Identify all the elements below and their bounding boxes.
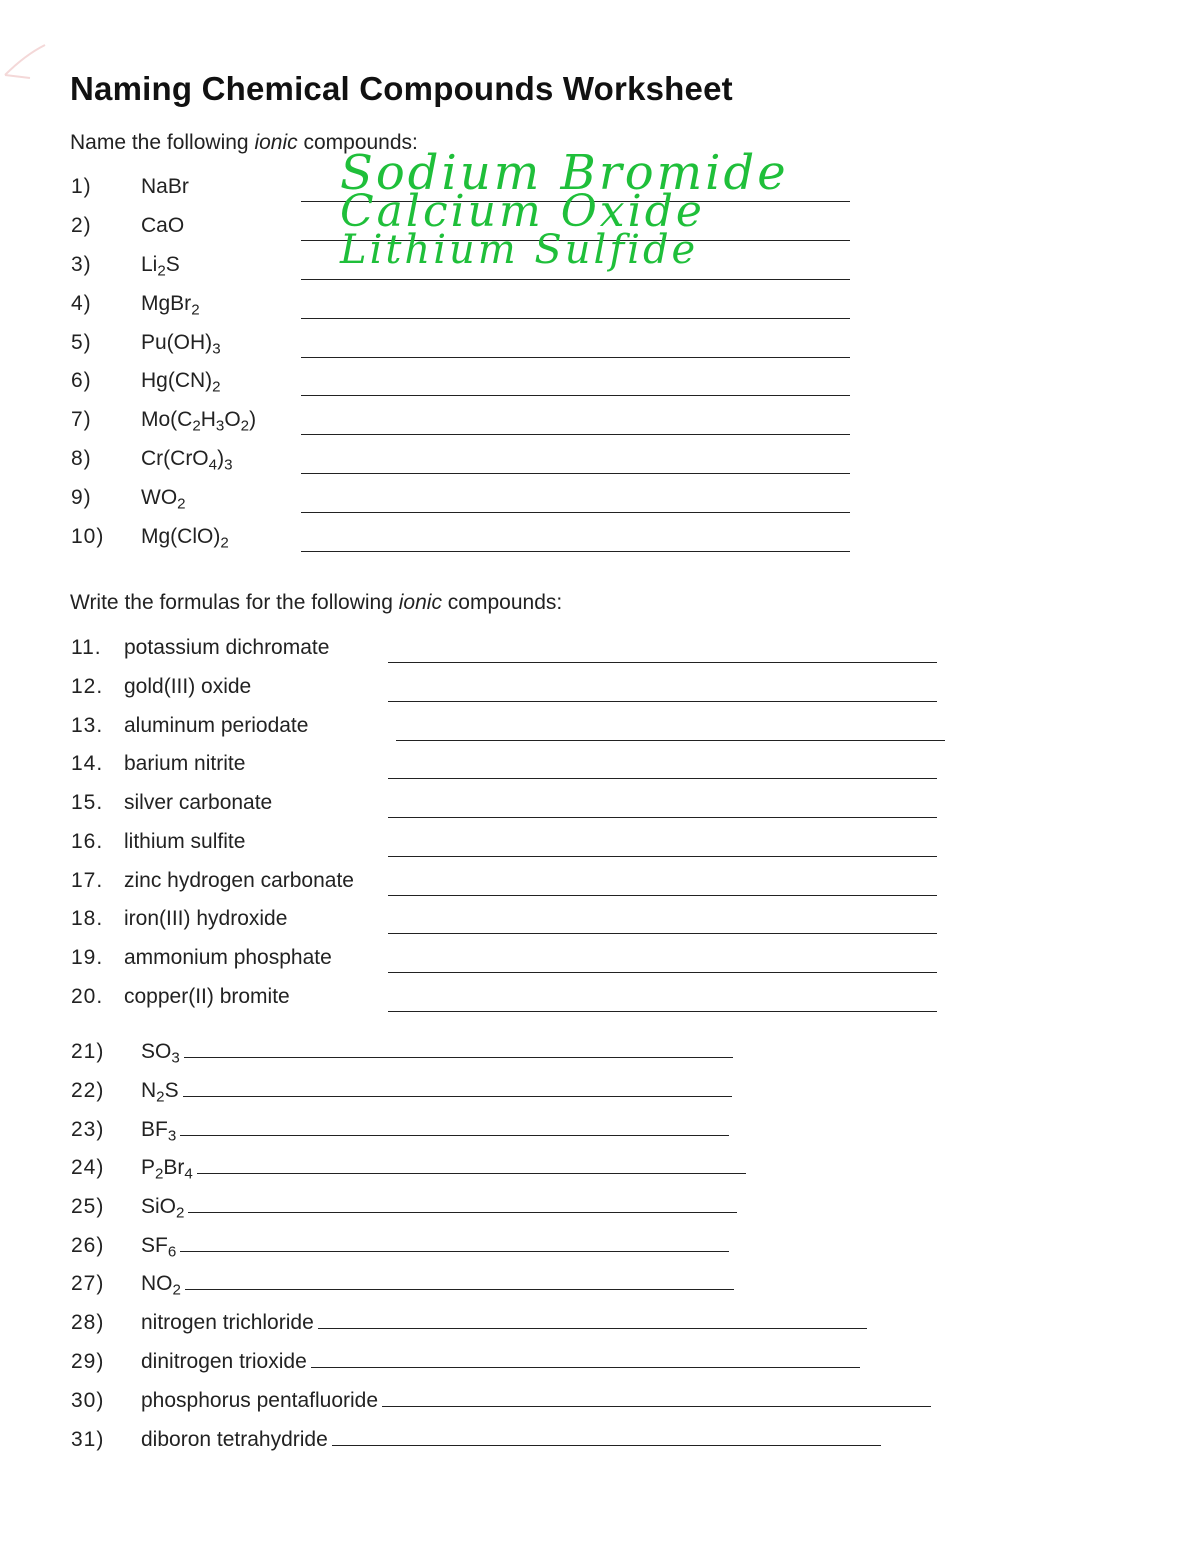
question-number: 4)	[71, 292, 92, 315]
question-number: 3)	[71, 253, 92, 276]
question-number: 13.	[71, 714, 104, 737]
compound-formula	[141, 447, 232, 474]
answer-blank[interactable]	[301, 395, 850, 396]
question-number: 18.	[71, 907, 104, 930]
question-row	[0, 486, 1200, 516]
formula-part: 4	[184, 1165, 193, 1183]
answer-blank[interactable]	[388, 701, 937, 702]
compound-formula	[141, 331, 221, 358]
formula-part: H	[200, 408, 216, 431]
handwritten-answer: Sodium Bromide	[340, 145, 789, 201]
formula-part: N	[141, 1079, 157, 1102]
formula-part: 2	[172, 1281, 181, 1299]
compound-name: lithium sulfite	[124, 830, 246, 853]
compound-name: zinc hydrogen carbonate	[124, 869, 354, 892]
question-number: 21)	[71, 1040, 105, 1063]
formula-part: SiO	[141, 1195, 177, 1218]
answer-blank[interactable]	[388, 662, 937, 663]
compound-formula	[141, 525, 229, 552]
compound-formula	[141, 369, 221, 396]
compound-label	[141, 1428, 881, 1452]
formula-part: 2	[220, 534, 229, 552]
compound-name: ammonium phosphate	[124, 946, 332, 969]
question-number: 30)	[71, 1389, 105, 1412]
compound-label	[141, 1234, 729, 1261]
formula-part: 2	[155, 1165, 164, 1183]
question-row	[0, 525, 1200, 555]
answer-blank[interactable]	[396, 740, 945, 741]
question-number: 1)	[71, 175, 92, 198]
formula-part: diboron tetrahydride	[141, 1428, 328, 1451]
formula-part: nitrogen trichloride	[141, 1311, 314, 1334]
answer-blank[interactable]	[180, 1250, 729, 1252]
question-number: 8)	[71, 447, 92, 470]
question-row	[0, 791, 1200, 821]
question-row	[0, 869, 1200, 899]
question-number: 22)	[71, 1079, 105, 1102]
formula-part: NaBr	[141, 175, 189, 198]
formula-part: CaO	[141, 214, 185, 237]
formula-part: Pu(OH)	[141, 331, 213, 354]
compound-formula	[141, 408, 256, 435]
question-number: 27)	[71, 1272, 105, 1295]
question-number: 7)	[71, 408, 92, 431]
formula-part: 4	[208, 456, 218, 474]
question-number: 29)	[71, 1350, 105, 1373]
question-row	[0, 1234, 1200, 1264]
question-number: 26)	[71, 1234, 105, 1257]
compound-name: iron(III) hydroxide	[124, 907, 288, 930]
answer-blank[interactable]	[301, 318, 850, 319]
answer-blank[interactable]	[301, 434, 850, 435]
compound-name: barium nitrite	[124, 752, 246, 775]
compound-name: gold(III) oxide	[124, 675, 252, 698]
question-number: 25)	[71, 1195, 105, 1218]
question-number: 15.	[71, 791, 104, 814]
formula-part: BF	[141, 1118, 168, 1141]
compound-label	[141, 1350, 860, 1374]
compound-name: aluminum periodate	[124, 714, 309, 737]
answer-blank[interactable]	[301, 473, 850, 474]
formula-part: MgBr	[141, 292, 192, 315]
formula-part: 6	[167, 1243, 177, 1261]
answer-blank[interactable]	[388, 895, 937, 896]
compound-label	[141, 1195, 737, 1222]
question-row	[0, 408, 1200, 438]
compound-formula	[141, 486, 186, 513]
question-number: 20.	[71, 985, 104, 1008]
formula-part: Br	[163, 1156, 185, 1179]
formula-part: P	[141, 1156, 156, 1179]
question-row	[0, 1428, 1200, 1458]
answer-blank[interactable]	[388, 1011, 937, 1012]
answer-blank[interactable]	[388, 856, 937, 857]
question-row	[0, 369, 1200, 399]
question-number: 24)	[71, 1156, 105, 1179]
question-number: 31)	[71, 1428, 105, 1451]
question-row	[0, 1118, 1200, 1148]
formula-part: 2	[157, 262, 166, 280]
formula-part: Li	[141, 253, 158, 276]
question-row	[0, 675, 1200, 705]
question-row	[0, 636, 1200, 666]
formula-part: S	[165, 253, 180, 276]
question-number: 9)	[71, 486, 92, 509]
compound-formula	[141, 175, 189, 199]
compound-formula	[141, 214, 184, 238]
question-row	[0, 1350, 1200, 1380]
answer-blank[interactable]	[184, 1056, 733, 1058]
question-number: 11.	[71, 636, 102, 659]
compound-label	[141, 1079, 732, 1106]
question-row	[0, 985, 1200, 1015]
question-row	[0, 331, 1200, 361]
question-row	[0, 1311, 1200, 1341]
answer-blank[interactable]	[388, 817, 937, 818]
question-row	[0, 946, 1200, 976]
formula-part: NO	[141, 1272, 173, 1295]
answer-blank[interactable]	[388, 933, 937, 934]
question-row	[0, 1389, 1200, 1419]
question-number: 12.	[71, 675, 104, 698]
answer-blank[interactable]	[180, 1134, 729, 1136]
formula-part: 3	[212, 340, 221, 358]
formula-part: 3	[224, 456, 233, 474]
answer-blank[interactable]	[183, 1095, 732, 1097]
answer-blank[interactable]	[185, 1288, 734, 1290]
compound-formula	[141, 292, 200, 319]
compound-label	[141, 1156, 746, 1183]
formula-part: SO	[141, 1040, 172, 1063]
answer-blank[interactable]	[301, 357, 850, 358]
formula-part: 3	[171, 1049, 180, 1067]
question-row	[0, 292, 1200, 322]
formula-part: Mo(C	[141, 408, 193, 431]
question-row	[0, 752, 1200, 782]
answer-blank[interactable]	[301, 279, 850, 280]
compound-label	[141, 1118, 729, 1145]
question-number: 28)	[71, 1311, 105, 1334]
compound-label	[141, 1040, 733, 1067]
question-row	[0, 1272, 1200, 1302]
question-number: 17.	[71, 869, 104, 892]
formula-part: 2	[177, 495, 186, 513]
corner-scan-mark	[0, 40, 60, 80]
formula-part: )	[249, 408, 257, 431]
answer-blank[interactable]	[188, 1211, 737, 1213]
answer-blank[interactable]	[318, 1327, 867, 1329]
answer-blank[interactable]	[388, 778, 937, 779]
formula-part: )	[217, 447, 225, 470]
formula-part: S	[164, 1079, 179, 1102]
formula-part: 2	[212, 378, 221, 396]
section2-instruction: Write the formulas for the following ionic compounds:	[70, 591, 563, 614]
question-number: 2)	[71, 214, 92, 237]
formula-part: dinitrogen trioxide	[141, 1350, 307, 1373]
question-number: 23)	[71, 1118, 105, 1141]
formula-part: 3	[215, 417, 225, 435]
compound-label	[141, 1272, 734, 1299]
question-row	[0, 1156, 1200, 1186]
worksheet-title: Naming Chemical Compounds Worksheet	[70, 70, 733, 107]
formula-part: 2	[176, 1204, 185, 1222]
question-row	[0, 227, 1200, 283]
question-number: 19.	[71, 946, 104, 969]
question-number: 14.	[71, 752, 104, 775]
answer-blank[interactable]	[197, 1172, 746, 1174]
question-number: 10)	[71, 525, 105, 548]
handwritten-answer: Lithium Sulfide	[340, 227, 699, 273]
formula-part: Hg(CN)	[141, 369, 213, 392]
compound-label	[141, 1389, 931, 1413]
formula-part: 3	[167, 1127, 177, 1145]
compound-formula	[141, 253, 180, 280]
formula-part: SF	[141, 1234, 168, 1257]
formula-part: WO	[141, 486, 178, 509]
formula-part: 2	[192, 417, 201, 435]
formula-part: O	[224, 408, 241, 431]
question-row	[0, 907, 1200, 937]
compound-name: copper(II) bromite	[124, 985, 290, 1008]
section1-instruction: Name the following ionic compounds:	[70, 131, 418, 154]
formula-part: 2	[191, 301, 200, 319]
question-number: 16.	[71, 830, 104, 853]
question-row	[0, 714, 1200, 744]
compound-name: potassium dichromate	[124, 636, 330, 659]
answer-blank[interactable]	[388, 972, 937, 973]
question-number: 6)	[71, 369, 92, 392]
formula-part: 2	[156, 1088, 165, 1106]
formula-part: phosphorus pentafluoride	[141, 1389, 379, 1412]
answer-blank[interactable]	[301, 551, 850, 552]
question-row	[0, 447, 1200, 477]
formula-part: Cr(CrO	[141, 447, 209, 470]
formula-part: Mg(ClO)	[141, 525, 221, 548]
question-row	[0, 1040, 1200, 1070]
answer-blank[interactable]	[301, 512, 850, 513]
question-number: 5)	[71, 331, 92, 354]
formula-part: 2	[240, 417, 250, 435]
answer-blank[interactable]	[311, 1366, 860, 1368]
compound-label	[141, 1311, 867, 1335]
question-row	[0, 1195, 1200, 1225]
question-row	[0, 1079, 1200, 1109]
answer-blank[interactable]	[382, 1405, 931, 1407]
compound-name: silver carbonate	[124, 791, 273, 814]
question-row	[0, 830, 1200, 860]
answer-blank[interactable]	[332, 1444, 881, 1446]
handwritten-answer: Calcium Oxide	[340, 186, 705, 237]
